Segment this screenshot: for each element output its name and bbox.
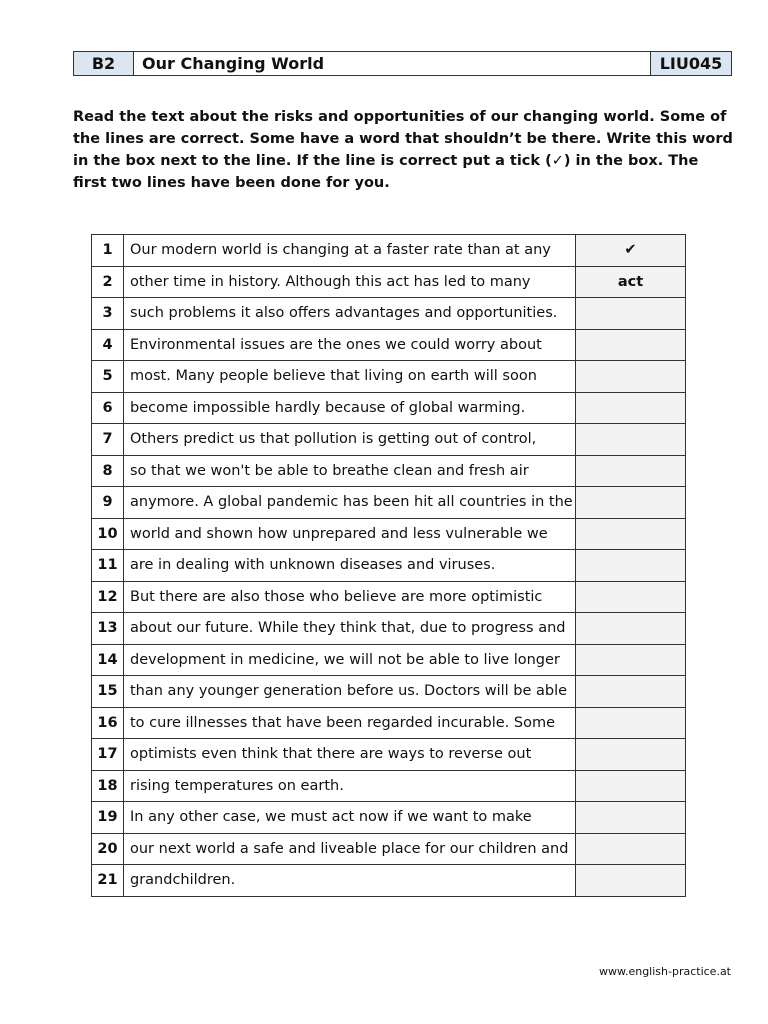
level-badge: B2 bbox=[74, 52, 134, 76]
worksheet-code: LIU045 bbox=[651, 52, 732, 76]
line-number: 7 bbox=[92, 424, 124, 456]
answer-box[interactable] bbox=[576, 676, 686, 708]
line-number: 2 bbox=[92, 266, 124, 298]
line-number: 19 bbox=[92, 802, 124, 834]
table-row bbox=[92, 392, 686, 424]
table-row bbox=[92, 581, 686, 613]
line-number: 5 bbox=[92, 361, 124, 393]
table-row bbox=[92, 613, 686, 645]
answer-box[interactable] bbox=[576, 739, 686, 771]
instructions: Read the text about the risks and opportunities of our changing world. Some of the lines are correct. Some have a word that shouldn’t be there. Write this word in the box next to the line. If the line is correct put a tick (✓) in the box. The first two lines have been done for you. bbox=[73, 109, 733, 191]
answer-box[interactable] bbox=[576, 329, 686, 361]
website-url: www.english-practice.at bbox=[598, 965, 731, 978]
line-text: such problems it also offers advantages and opportunities. bbox=[124, 298, 576, 330]
line-number: 4 bbox=[92, 329, 124, 361]
line-number: 14 bbox=[92, 644, 124, 676]
worksheet-header bbox=[73, 51, 732, 76]
answer-box[interactable]: act bbox=[576, 266, 686, 298]
answer-box[interactable] bbox=[576, 361, 686, 393]
answer-box[interactable] bbox=[576, 770, 686, 802]
answer-box[interactable] bbox=[576, 298, 686, 330]
line-text: But there are also those who believe are more optimistic bbox=[124, 581, 576, 613]
line-text: so that we won't be able to breathe clean and fresh air bbox=[124, 455, 576, 487]
line-text: world and shown how unprepared and less vulnerable we bbox=[124, 518, 576, 550]
line-number: 8 bbox=[92, 455, 124, 487]
table-row bbox=[92, 455, 686, 487]
table-row bbox=[92, 644, 686, 676]
table-row bbox=[92, 865, 686, 897]
line-number: 12 bbox=[92, 581, 124, 613]
line-text: development in medicine, we will not be able to live longer bbox=[124, 644, 576, 676]
answer-box[interactable] bbox=[576, 613, 686, 645]
table-row bbox=[92, 707, 686, 739]
line-text: are in dealing with unknown diseases and viruses. bbox=[124, 550, 576, 582]
answer-box[interactable]: ✔ bbox=[576, 235, 686, 267]
line-number: 18 bbox=[92, 770, 124, 802]
line-number: 10 bbox=[92, 518, 124, 550]
line-text: our next world a safe and liveable place for our children and bbox=[124, 833, 576, 865]
exercise-table-body bbox=[92, 235, 686, 897]
table-row bbox=[92, 676, 686, 708]
table-row bbox=[92, 802, 686, 834]
answer-box[interactable] bbox=[576, 802, 686, 834]
table-row bbox=[92, 235, 686, 267]
line-number: 16 bbox=[92, 707, 124, 739]
table-row bbox=[92, 550, 686, 582]
table-row bbox=[92, 424, 686, 456]
table-row bbox=[92, 329, 686, 361]
line-number: 1 bbox=[92, 235, 124, 267]
line-text: than any younger generation before us. Doctors will be able bbox=[124, 676, 576, 708]
exercise-table bbox=[91, 234, 686, 897]
line-number: 17 bbox=[92, 739, 124, 771]
table-row bbox=[92, 361, 686, 393]
answer-box[interactable] bbox=[576, 518, 686, 550]
line-text: Environmental issues are the ones we could worry about bbox=[124, 329, 576, 361]
table-row bbox=[92, 770, 686, 802]
answer-box[interactable] bbox=[576, 707, 686, 739]
answer-box[interactable] bbox=[576, 487, 686, 519]
line-text: optimists even think that there are ways to reverse out bbox=[124, 739, 576, 771]
line-number: 11 bbox=[92, 550, 124, 582]
worksheet-title: Our Changing World bbox=[134, 52, 651, 76]
line-text: grandchildren. bbox=[124, 865, 576, 897]
answer-box[interactable] bbox=[576, 550, 686, 582]
line-text: become impossible hardly because of global warming. bbox=[124, 392, 576, 424]
line-text: Our modern world is changing at a faster rate than at any bbox=[124, 235, 576, 267]
answer-box[interactable] bbox=[576, 833, 686, 865]
line-text: about our future. While they think that, due to progress and bbox=[124, 613, 576, 645]
answer-box[interactable] bbox=[576, 424, 686, 456]
answer-box[interactable] bbox=[576, 865, 686, 897]
answer-box[interactable] bbox=[576, 581, 686, 613]
line-number: 6 bbox=[92, 392, 124, 424]
table-row bbox=[92, 739, 686, 771]
line-text: most. Many people believe that living on earth will soon bbox=[124, 361, 576, 393]
table-row bbox=[92, 298, 686, 330]
line-text: rising temperatures on earth. bbox=[124, 770, 576, 802]
line-text: Others predict us that pollution is getting out of control, bbox=[124, 424, 576, 456]
line-number: 20 bbox=[92, 833, 124, 865]
table-row bbox=[92, 266, 686, 298]
answer-box[interactable] bbox=[576, 392, 686, 424]
line-number: 21 bbox=[92, 865, 124, 897]
line-text: In any other case, we must act now if we want to make bbox=[124, 802, 576, 834]
line-number: 3 bbox=[92, 298, 124, 330]
line-text: to cure illnesses that have been regarded incurable. Some bbox=[124, 707, 576, 739]
table-row bbox=[92, 833, 686, 865]
line-number: 15 bbox=[92, 676, 124, 708]
line-text: other time in history. Although this act has led to many bbox=[124, 266, 576, 298]
answer-box[interactable] bbox=[576, 455, 686, 487]
line-text: anymore. A global pandemic has been hit all countries in the bbox=[124, 487, 576, 519]
line-number: 9 bbox=[92, 487, 124, 519]
table-row bbox=[92, 518, 686, 550]
line-number: 13 bbox=[92, 613, 124, 645]
table-row bbox=[92, 487, 686, 519]
answer-box[interactable] bbox=[576, 644, 686, 676]
